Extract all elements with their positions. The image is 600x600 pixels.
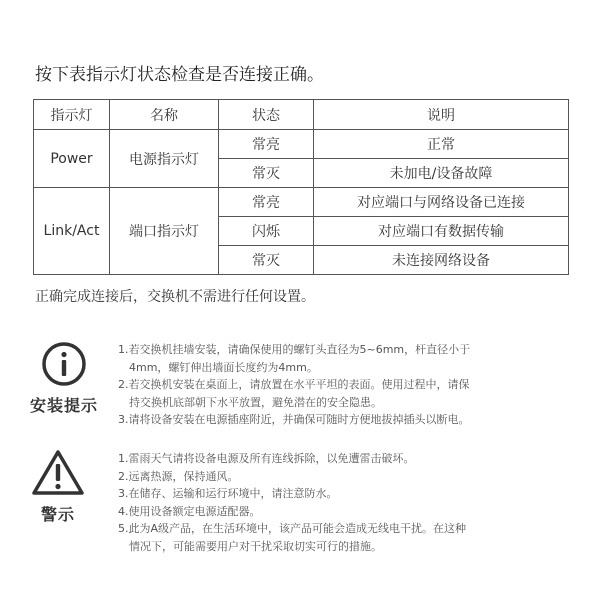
info-icon bbox=[41, 341, 87, 387]
indicator-table bbox=[33, 99, 569, 275]
header-name: 名称 bbox=[110, 100, 219, 130]
list-item: 5.此为A级产品，在生活环境中，该产品可能会造成无线电干扰。在这种 情况下，可能需要用户对干扰采取切实可行的措施。 bbox=[118, 522, 467, 553]
description-cell: 未加电/设备故障 bbox=[314, 159, 569, 188]
indicator-cell: Power bbox=[34, 130, 110, 188]
intro-text: 按下表指示灯状态检查是否连接正确。 bbox=[35, 65, 324, 85]
description-cell: 正常 bbox=[314, 130, 569, 159]
state-cell: 常亮 bbox=[219, 130, 314, 159]
install-tips-label: 安装提示 bbox=[29, 396, 98, 415]
state-cell: 常灭 bbox=[219, 246, 314, 275]
list-item: 1.雷雨天气请将设备电源及所有连线拆除，以免遭雷击破坏。 bbox=[118, 452, 415, 465]
table-header-row bbox=[34, 100, 569, 130]
list-item: 4.使用设备额定电源适配器。 bbox=[118, 504, 261, 518]
list-item: 2.远离热源，保持通风。 bbox=[118, 469, 239, 483]
warning-list bbox=[118, 450, 498, 556]
indicator-cell: Link/Act bbox=[34, 188, 110, 275]
install-tips-block bbox=[19, 341, 109, 416]
warning-icon bbox=[31, 448, 85, 496]
name-cell: 电源指示灯 bbox=[110, 130, 219, 188]
table-row bbox=[34, 188, 569, 217]
header-state: 状态 bbox=[219, 100, 314, 130]
description-cell: 对应端口与网络设备已连接 bbox=[314, 188, 569, 217]
list-item: 1.若交换机挂墙安装，请确保使用的螺钉头直径为5~6mm，杆直径小于 4mm，螺钉伸出墙面长度约为4mm。 bbox=[118, 343, 471, 374]
state-cell: 常亮 bbox=[219, 188, 314, 217]
install-tips-list bbox=[118, 341, 498, 429]
header-indicator: 指示灯 bbox=[34, 100, 110, 130]
description-cell: 对应端口有数据传输 bbox=[314, 217, 569, 246]
warning-block bbox=[13, 448, 103, 525]
description-cell: 未连接网络设备 bbox=[314, 246, 569, 275]
name-cell: 端口指示灯 bbox=[110, 188, 219, 275]
state-cell: 常灭 bbox=[219, 159, 314, 188]
list-item: 3.请将设备安装在电源插座附近，并确保可随时方便地拔掉插头以断电。 bbox=[118, 413, 470, 427]
table-row bbox=[34, 130, 569, 159]
state-cell: 闪烁 bbox=[219, 217, 314, 246]
setup-note: 正确完成连接后，交换机不需进行任何设置。 bbox=[35, 289, 315, 305]
list-item: 3.在储存、运输和运行环境中，请注意防水。 bbox=[118, 487, 338, 501]
list-item: 2.若交换机安装在桌面上，请放置在水平平坦的表面。使用过程中，请保 持交换机底部朝下水平放置，避免潜在的安全隐患。 bbox=[118, 378, 470, 409]
header-description: 说明 bbox=[314, 100, 569, 130]
warning-label: 警示 bbox=[40, 505, 75, 524]
